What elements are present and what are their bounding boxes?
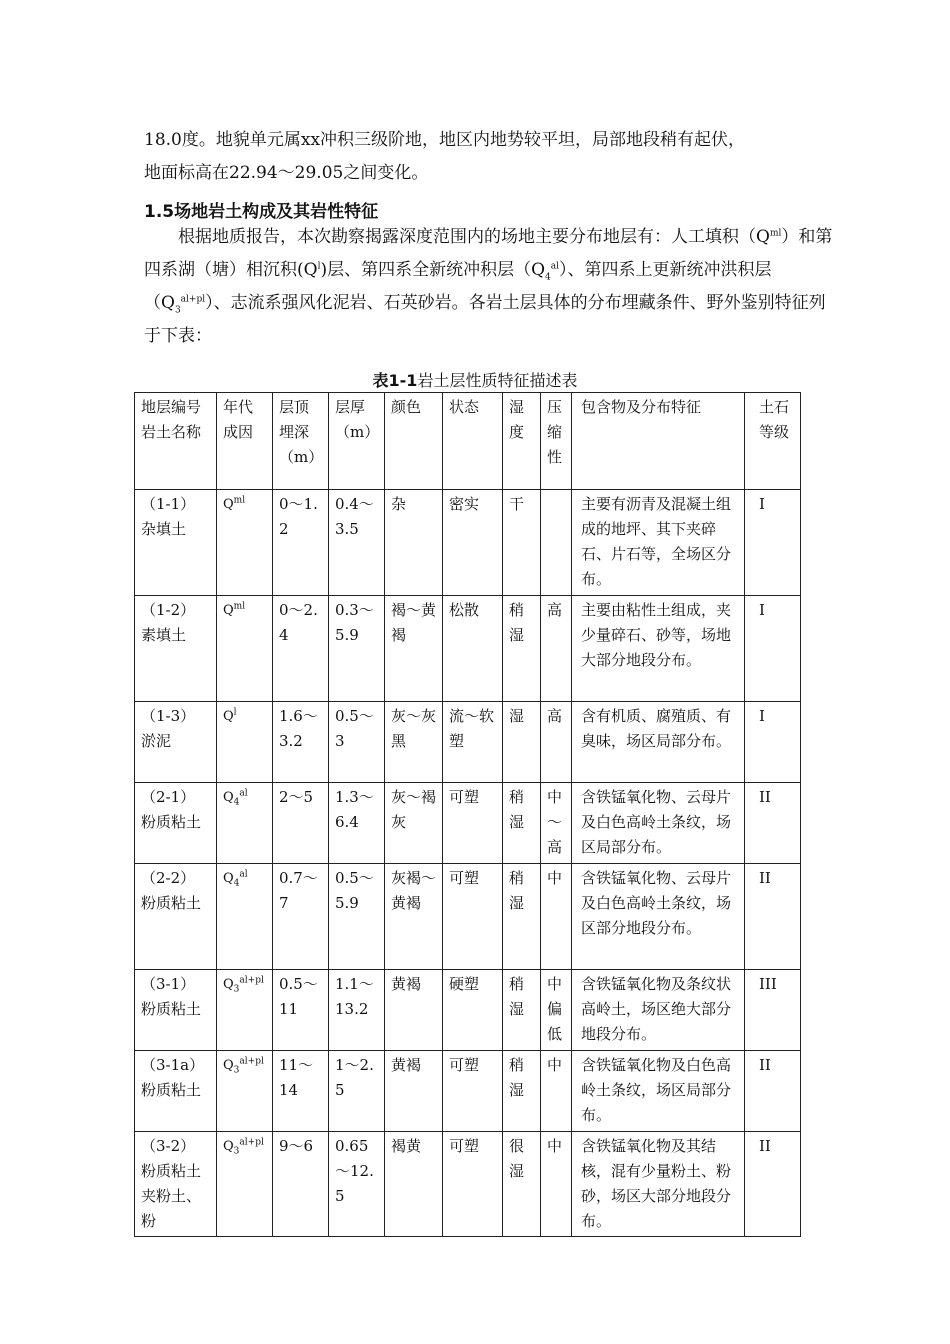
soil-properties-table <box>134 392 801 1237</box>
cell-grade: II <box>745 783 801 864</box>
cell-thickness: 0.5～5.9 <box>329 864 385 970</box>
table-row <box>135 1132 801 1237</box>
cell-compressibility: 中～高 <box>541 783 572 864</box>
table-row <box>135 970 801 1051</box>
cell-grade: II <box>745 864 801 970</box>
header-layer-name: 地层编号岩土名称 <box>135 393 217 490</box>
header-state: 状态 <box>443 393 503 490</box>
cell-age-genesis: $Q_3^{al+pl}$ <box>217 1132 273 1237</box>
cell-thickness: 0.4～3.5 <box>329 490 385 596</box>
cell-age-genesis: $Q^{ml}$ <box>217 596 273 702</box>
cell-inclusions: 主要由粘性土组成，夹少量碎石、砂等，场地大部分地段分布。 <box>572 596 745 702</box>
cell-grade: I <box>745 596 801 702</box>
header-compressibility: 压缩性 <box>541 393 572 490</box>
table-header-row <box>135 393 801 490</box>
header-inclusions: 包含物及分布特征 <box>572 393 745 490</box>
cell-inclusions: 含铁锰氧化物及其结核，混有少量粉土、粉砂，场区大部分地段分布。 <box>572 1132 745 1237</box>
cell-color: 灰～灰黑 <box>385 702 443 783</box>
cell-state: 可塑 <box>443 864 503 970</box>
cell-top-depth: 1.6～3.2 <box>273 702 329 783</box>
table-body <box>135 490 801 1237</box>
cell-color: 灰褐～黄褐 <box>385 864 443 970</box>
cell-moisture: 稍湿 <box>503 970 541 1051</box>
cell-inclusions: 含铁锰氧化物及白色高岭土条纹，场区局部分布。 <box>572 1051 745 1132</box>
table-row <box>135 783 801 864</box>
cell-age-genesis: $Q_4^{al}$ <box>217 783 273 864</box>
cell-thickness: 0.3～5.9 <box>329 596 385 702</box>
cell-age-genesis: $Q_3^{al+pl}$ <box>217 970 273 1051</box>
cell-age-genesis: $Q^l$ <box>217 702 273 783</box>
cell-top-depth: 11～14 <box>273 1051 329 1132</box>
cell-top-depth: 9～6 <box>273 1132 329 1237</box>
cell-top-depth: 0.7～7 <box>273 864 329 970</box>
cell-layer-name: （1-3）淤泥 <box>135 702 217 783</box>
table-caption-number: 表1-1 <box>372 371 418 390</box>
header-grade: 土石等级 <box>745 393 801 490</box>
header-moisture: 湿度 <box>503 393 541 490</box>
cell-moisture: 很湿 <box>503 1132 541 1237</box>
cell-layer-name: （3-2）粉质粘土夹粉土、粉 <box>135 1132 217 1237</box>
cell-state: 密实 <box>443 490 503 596</box>
header-color: 颜色 <box>385 393 443 490</box>
cell-layer-name: （3-1）粉质粘土 <box>135 970 217 1051</box>
cell-color: 黄褐 <box>385 1051 443 1132</box>
cell-top-depth: 0～2.4 <box>273 596 329 702</box>
cell-layer-name: （2-1）粉质粘土 <box>135 783 217 864</box>
cell-moisture: 干 <box>503 490 541 596</box>
header-thickness: 层厚（m） <box>329 393 385 490</box>
cell-thickness: 0.65～12.5 <box>329 1132 385 1237</box>
cell-inclusions: 含有机质、腐殖质、有臭味，场区局部分布。 <box>572 702 745 783</box>
cell-thickness: 1.3～6.4 <box>329 783 385 864</box>
cell-grade: III <box>745 970 801 1051</box>
cell-compressibility: 高 <box>541 702 572 783</box>
table-caption-title: 岩土层性质特征描述表 <box>417 371 578 390</box>
cell-top-depth: 0～1.2 <box>273 490 329 596</box>
cell-age-genesis: $Q_3^{al+pl}$ <box>217 1051 273 1132</box>
cell-moisture: 稍湿 <box>503 596 541 702</box>
cell-layer-name: （1-2）素填土 <box>135 596 217 702</box>
intro-line-1: 18.0度。地貌单元属xx冲积三级阶地，地区内地势较平坦，局部地段稍有起伏， <box>144 130 746 150</box>
intro-line-2: 地面标高在22.94～29.05之间变化。 <box>144 163 429 183</box>
cell-layer-name: （3-1a）粉质粘土 <box>135 1051 217 1132</box>
cell-inclusions: 主要有沥青及混凝土组成的地坪、其下夹碎石、片石等，全场区分布。 <box>572 490 745 596</box>
cell-color: 褐黄 <box>385 1132 443 1237</box>
cell-compressibility: 中 <box>541 1051 572 1132</box>
section-body-paragraph: 根据地质报告，本次勘察揭露深度范围内的场地主要分布地层有：人工填积$(Q^{ml})$和第四系湖（塘）相沉积$(Q^l)$层、第四系全新统冲积层$(Q_4^{al})$、第四系上更新统冲洪积层$(Q_3^{al+pl})$、志流系强风化泥岩、石英砂岩。各岩土层具体的分布埋藏条件、野外鉴别特征列于下表： <box>144 227 833 346</box>
cell-thickness: 1.1～13.2 <box>329 970 385 1051</box>
cell-compressibility <box>541 490 572 596</box>
cell-age-genesis: $Q^{ml}$ <box>217 490 273 596</box>
cell-layer-name: （2-2）粉质粘土 <box>135 864 217 970</box>
cell-state: 可塑 <box>443 783 503 864</box>
cell-age-genesis: $Q_4^{al}$ <box>217 864 273 970</box>
cell-color: 杂 <box>385 490 443 596</box>
table-row <box>135 864 801 970</box>
cell-top-depth: 2～5 <box>273 783 329 864</box>
cell-compressibility: 中偏低 <box>541 970 572 1051</box>
cell-grade: I <box>745 490 801 596</box>
intro-paragraph <box>144 124 834 190</box>
cell-state: 流～软塑 <box>443 702 503 783</box>
cell-moisture: 稍湿 <box>503 1051 541 1132</box>
cell-thickness: 1～2.5 <box>329 1051 385 1132</box>
header-top-depth: 层顶埋深（m） <box>273 393 329 490</box>
cell-moisture: 稍湿 <box>503 864 541 970</box>
cell-inclusions: 含铁锰氧化物、云母片及白色高岭土条纹，场区部分地段分布。 <box>572 864 745 970</box>
cell-color: 灰～褐灰 <box>385 783 443 864</box>
cell-grade: II <box>745 1132 801 1237</box>
table-caption <box>0 368 950 391</box>
cell-state: 松散 <box>443 596 503 702</box>
cell-state: 可塑 <box>443 1051 503 1132</box>
cell-state: 硬塑 <box>443 970 503 1051</box>
cell-color: 褐～黄褐 <box>385 596 443 702</box>
cell-compressibility: 高 <box>541 596 572 702</box>
cell-layer-name: （1-1）杂填土 <box>135 490 217 596</box>
cell-grade: I <box>745 702 801 783</box>
cell-state: 可塑 <box>443 1132 503 1237</box>
table-row <box>135 1051 801 1132</box>
cell-moisture: 稍湿 <box>503 783 541 864</box>
cell-inclusions: 含铁锰氧化物及条纹状高岭土，场区绝大部分地段分布。 <box>572 970 745 1051</box>
cell-moisture: 湿 <box>503 702 541 783</box>
header-age-genesis: 年代成因 <box>217 393 273 490</box>
cell-compressibility: 中 <box>541 1132 572 1237</box>
cell-inclusions: 含铁锰氧化物、云母片及白色高岭土条纹，场区局部分布。 <box>572 783 745 864</box>
table-row <box>135 490 801 596</box>
cell-grade: II <box>745 1051 801 1132</box>
section-heading: 1.5场地岩土构成及其岩性特征 <box>144 202 379 222</box>
table-row <box>135 702 801 783</box>
cell-compressibility: 中 <box>541 864 572 970</box>
cell-color: 黄褐 <box>385 970 443 1051</box>
cell-thickness: 0.5～3 <box>329 702 385 783</box>
table-row <box>135 596 801 702</box>
cell-top-depth: 0.5～11 <box>273 970 329 1051</box>
